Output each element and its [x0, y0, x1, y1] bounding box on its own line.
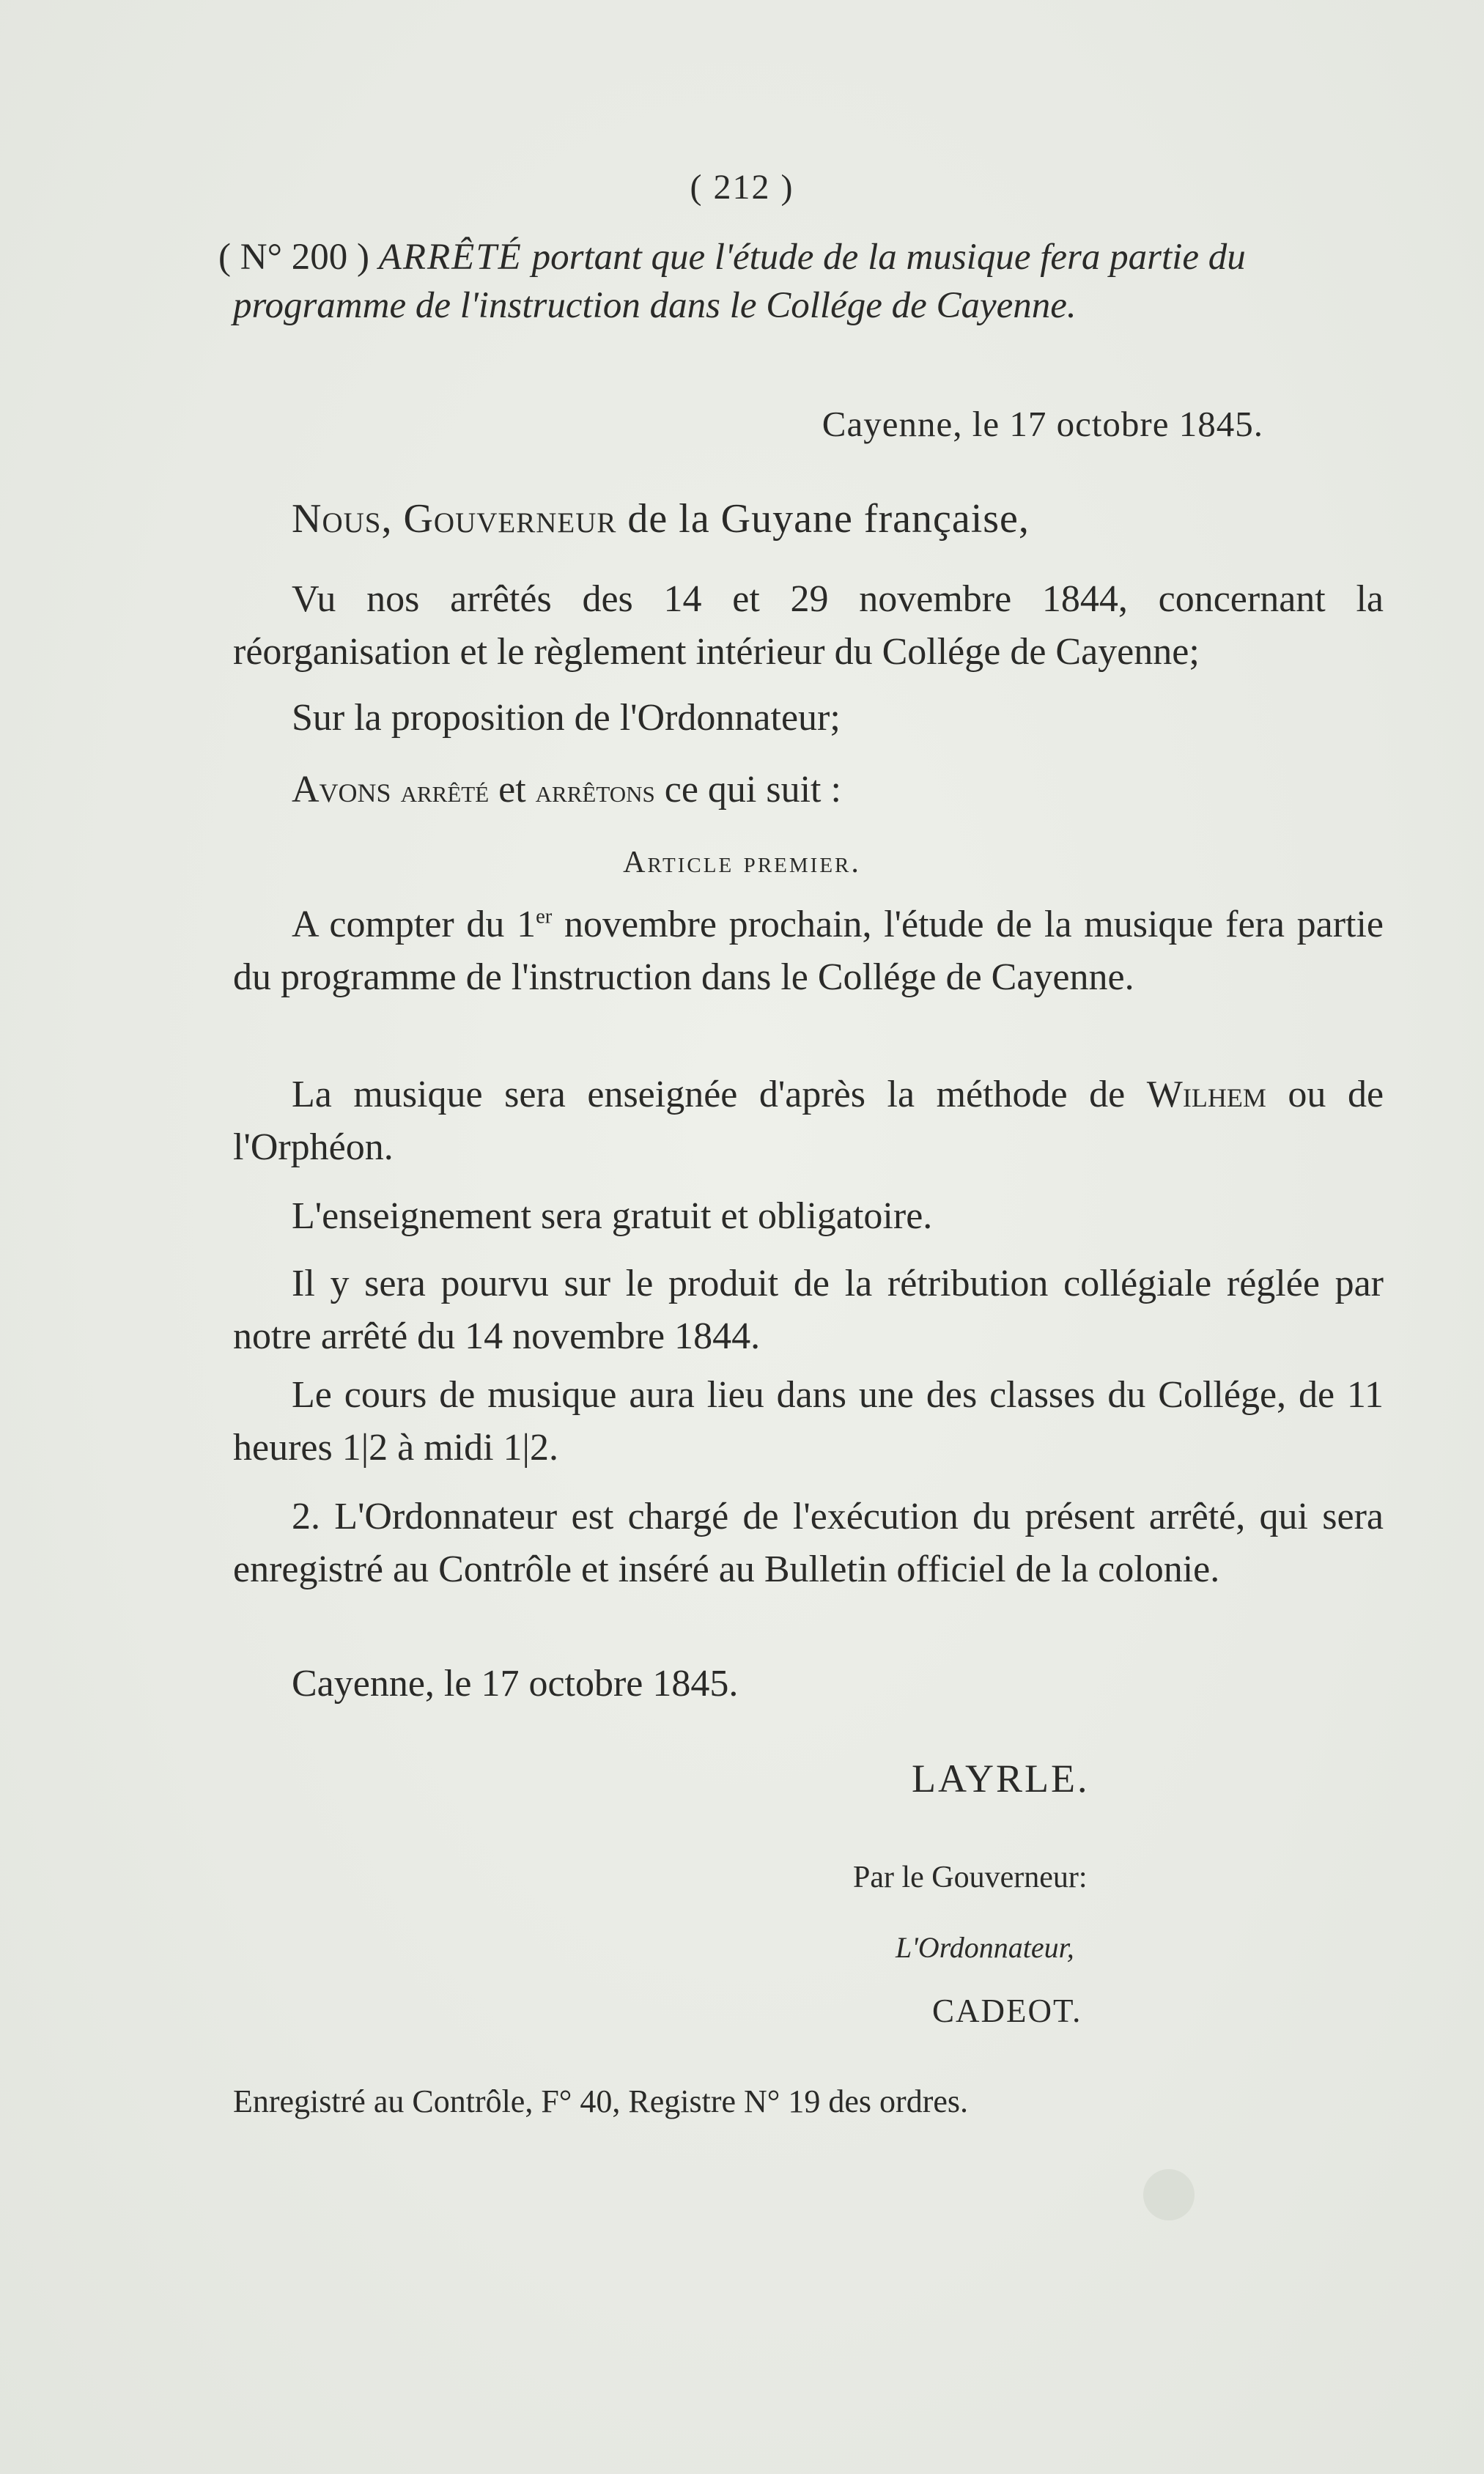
preamble: Nous, Gouverneur de la Guyane française,: [292, 496, 1030, 542]
article-paragraph-2: [233, 1068, 1384, 1174]
article-paragraph-3: L'enseignement sera gratuit et obligatoire.: [292, 1195, 933, 1237]
article-p2-name: Wilhem: [1146, 1074, 1266, 1115]
article-paragraph-1: [233, 898, 1384, 1004]
decree-title-lead: ARRÊTÉ: [378, 237, 523, 278]
article-p1-post: novembre prochain, l'étude de la musique fera partie du programme de l'instruction dans le Collége de Cayenne.: [233, 904, 1384, 998]
paragraph-vu: Vu nos arrêtés des 14 et 29 novembre 1844, concernant la réorganisation et le règlement intérieur du Collége de Cayenne;: [233, 578, 1384, 673]
arretons-word: arrêtons: [535, 773, 655, 809]
arrete-word: arrêté: [400, 773, 490, 809]
article-p2-post: ou de l'Orphéon.: [233, 1074, 1384, 1168]
par-le-gouverneur: Par le Gouverneur:: [853, 1861, 1088, 1894]
decree-title-rest: portant que l'étude de la musique fera partie du programme de l'instruction dans le Collége de Cayenne.: [233, 237, 1246, 326]
page-number: ( 212 ): [690, 168, 794, 207]
article-paragraph-4: Il y sera pourvu sur le produit de la rétribution collégiale réglée par notre arrêté du 14 novembre 1844.: [233, 1263, 1384, 1357]
preamble-nous: Nous: [292, 496, 382, 542]
dateline: Cayenne, le 17 octobre 1845.: [822, 404, 1263, 444]
preamble-gouverneur: Gouverneur: [403, 496, 617, 542]
decree-title: [218, 233, 1384, 330]
decree-number: ( N° 200 ): [218, 237, 369, 278]
signature-cadeot: CADEOT.: [932, 1993, 1082, 2029]
registration-note: Enregistré au Contrôle, F° 40, Registre N° 19 des ordres.: [233, 2083, 968, 2119]
avons-word: Avons: [292, 769, 391, 810]
signature-layrle: LAYRLE.: [912, 1757, 1090, 1801]
article-p1-pre: A compter du 1: [292, 904, 536, 945]
paragraph-sur: Sur la proposition de l'Ordonnateur;: [292, 697, 841, 739]
article-heading: Article premier.: [623, 846, 861, 879]
preamble-rest: de la Guyane française,: [627, 496, 1030, 542]
closing-date: Cayenne, le 17 octobre 1845.: [292, 1663, 739, 1705]
paragraph-avons: [233, 764, 1384, 818]
ordonnateur-label: L'Ordonnateur,: [896, 1931, 1074, 1964]
article-p2-pre: La musique sera enseignée d'après la méthode de: [292, 1074, 1126, 1115]
avons-rest: ce qui suit :: [664, 769, 841, 810]
et-word: et: [498, 769, 526, 810]
paper-stain: [1143, 2169, 1195, 2220]
article-paragraph-6: 2. L'Ordonnateur est chargé de l'exécution du présent arrêté, qui sera enregistré au Contrôle et inséré au Bulletin officiel de la colonie.: [233, 1496, 1384, 1590]
article-paragraph-5: Le cours de musique aura lieu dans une des classes du Collége, de 11 heures 1|2 à midi 1|2.: [233, 1374, 1384, 1469]
article-p1-sup: er: [536, 905, 553, 928]
